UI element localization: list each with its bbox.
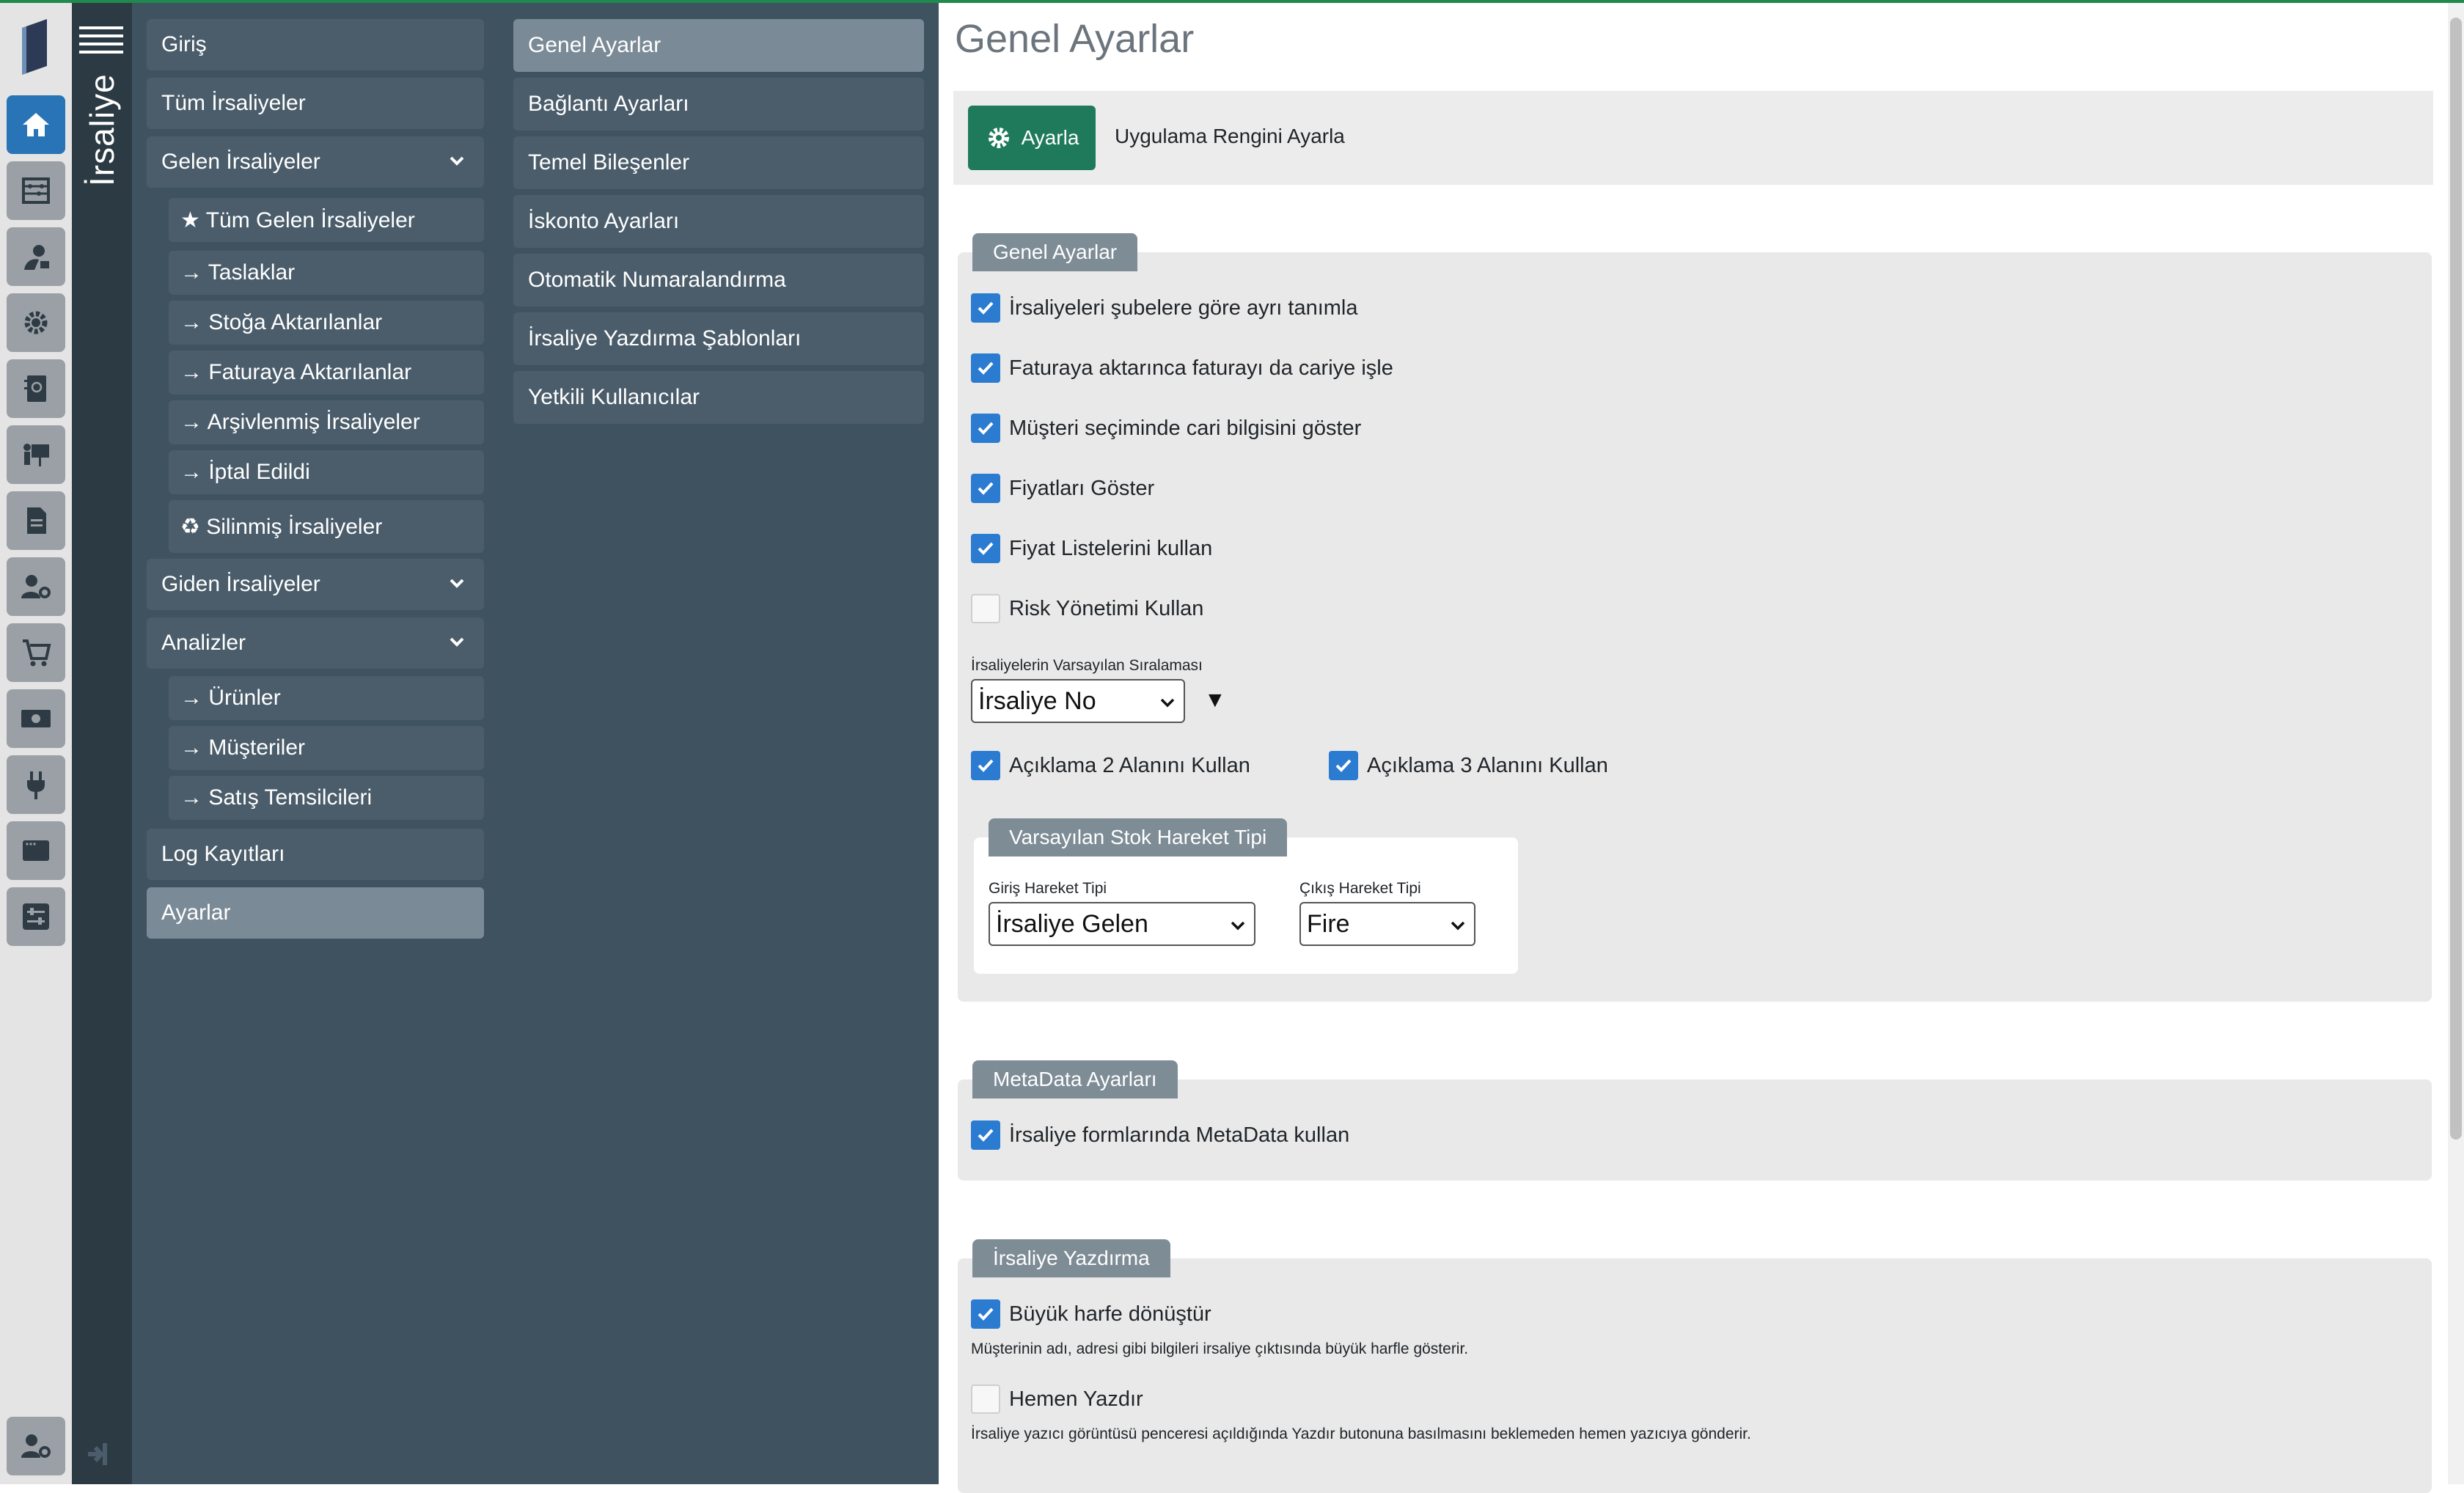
sliders-icon[interactable] — [7, 887, 65, 946]
chevron-down-icon — [449, 153, 465, 169]
check-icon — [975, 1304, 996, 1324]
ayarla-label: Ayarla — [1021, 126, 1079, 149]
checkbox-label: Faturaya aktarınca faturayı da cariye işle — [1009, 356, 1393, 380]
submenu-label: ★ Tüm Gelen İrsaliyeler — [180, 208, 415, 232]
submenu-item[interactable] — [169, 450, 484, 494]
window-icon[interactable] — [7, 821, 65, 880]
menu-item-ayarlar[interactable] — [147, 887, 484, 939]
checkbox-label: Fiyat Listelerini kullan — [1009, 536, 1213, 560]
main-content — [939, 3, 2464, 1484]
cart-icon[interactable] — [7, 623, 65, 682]
checkbox[interactable] — [971, 474, 1000, 503]
menu-item-gelen-irsaliyeler[interactable] — [147, 136, 484, 188]
check-icon — [975, 478, 996, 499]
menu-item-tum-irsaliyeler[interactable] — [147, 78, 484, 129]
abacus-icon[interactable] — [7, 161, 65, 220]
submenu-item[interactable] — [169, 676, 484, 720]
scrollbar-thumb[interactable] — [2450, 18, 2462, 1140]
menu-item-label: Ayarlar — [161, 900, 231, 925]
submenu-label: → İptal Edildi — [180, 460, 310, 484]
checkbox-row[interactable] — [971, 353, 1393, 383]
logout-icon[interactable] — [85, 1437, 119, 1471]
checkbox-row[interactable] — [971, 751, 1250, 780]
menu-item-label: Analizler — [161, 631, 246, 655]
settings-nav-item[interactable] — [513, 19, 924, 72]
ayarla-button[interactable] — [968, 106, 1096, 170]
section-legend: İrsaliye Yazdırma — [972, 1239, 1170, 1277]
checkbox-row[interactable] — [971, 293, 1357, 323]
submenu-label: → Stoğa Aktarılanlar — [180, 310, 383, 334]
check-icon — [975, 538, 996, 559]
checkbox[interactable] — [971, 414, 1000, 443]
checkbox-row[interactable] — [971, 1299, 1211, 1329]
checkbox-label: Risk Yönetimi Kullan — [1009, 596, 1204, 620]
check-icon — [975, 1125, 996, 1145]
menu-item-log-kayitlari[interactable] — [147, 829, 484, 880]
checkbox-row[interactable] — [971, 594, 1203, 623]
submenu-item[interactable] — [169, 400, 484, 444]
chevron-down-icon — [1159, 694, 1176, 711]
submenu-label: → Arşivlenmiş İrsaliyeler — [180, 410, 420, 434]
menu-item-label: Giriş — [161, 32, 207, 56]
checkbox-row[interactable] — [1329, 751, 1608, 780]
settings-nav-label: Otomatik Numaralandırma — [528, 268, 786, 292]
checkbox[interactable] — [971, 1299, 1000, 1329]
menu-item-giris[interactable] — [147, 19, 484, 70]
checkbox[interactable] — [971, 594, 1000, 623]
section-legend: Genel Ayarlar — [972, 233, 1137, 271]
checkbox-row[interactable] — [971, 414, 1361, 443]
module-strip — [72, 3, 132, 1484]
checkbox-label: Açıklama 2 Alanını Kullan — [1009, 753, 1250, 777]
checkbox-label: Büyük harfe dönüştür — [1009, 1302, 1211, 1326]
submenu-item[interactable] — [169, 351, 484, 395]
checkbox-label: Fiyatları Göster — [1009, 476, 1155, 500]
settings-nav-item[interactable] — [513, 371, 924, 424]
checkbox[interactable] — [971, 534, 1000, 563]
submenu-label: → Faturaya Aktarılanlar — [180, 360, 412, 384]
select-value: İrsaliye Gelen — [996, 909, 1148, 938]
checkbox[interactable] — [1329, 751, 1358, 780]
submenu-item[interactable] — [169, 251, 484, 295]
menu-item-giden-irsaliyeler[interactable] — [147, 559, 484, 610]
checkbox-label: İrsaliyeleri şubelere göre ayrı tanımla — [1009, 296, 1358, 320]
document-icon[interactable] — [7, 491, 65, 550]
sort-direction-toggle[interactable]: ▼ — [1204, 688, 1226, 712]
settings-nav-label: İrsaliye Yazdırma Şablonları — [528, 326, 802, 351]
toolbar-text: Uygulama Rengini Ayarla — [1115, 125, 1345, 147]
section-legend: MetaData Ayarları — [972, 1060, 1178, 1098]
cikis-select[interactable] — [1299, 902, 1475, 946]
sort-label: İrsaliyelerin Varsayılan Sıralaması — [971, 657, 1203, 674]
giris-label: Giriş Hareket Tipi — [989, 880, 1107, 897]
settings-icon[interactable] — [7, 293, 65, 352]
checkbox-row[interactable] — [971, 1120, 1349, 1150]
check-icon — [975, 358, 996, 378]
chevron-down-icon — [449, 575, 465, 591]
settings-nav-label: Yetkili Kullanıcılar — [528, 385, 700, 409]
submenu-label: → Taslaklar — [180, 260, 296, 285]
checkbox-label: Hemen Yazdır — [1009, 1387, 1143, 1411]
scrollbar[interactable] — [2448, 3, 2464, 1484]
app-logo-icon[interactable] — [16, 18, 56, 76]
submenu-label: ♻ Silinmiş İrsaliyeler — [180, 514, 383, 539]
submenu-item[interactable] — [169, 726, 484, 770]
settings-nav-label: İskonto Ayarları — [528, 209, 680, 233]
submenu-label: → Müşteriler — [180, 736, 306, 760]
cikis-label: Çıkış Hareket Tipi — [1299, 880, 1421, 897]
help-text: Müşterinin adı, adresi gibi bilgileri irsaliye çıktısında büyük harfle gösterir. — [971, 1340, 1469, 1357]
section-legend: Varsayılan Stok Hareket Tipi — [989, 818, 1287, 856]
checkbox-label: İrsaliye formlarında MetaData kullan — [1009, 1123, 1350, 1147]
checkbox-row[interactable] — [971, 474, 1154, 503]
select-value: İrsaliye No — [978, 686, 1096, 715]
submenu-item[interactable] — [169, 776, 484, 820]
chevron-down-icon — [449, 634, 465, 650]
settings-nav-item[interactable] — [513, 136, 924, 189]
print-section — [958, 1258, 2432, 1493]
giris-select[interactable] — [989, 902, 1255, 946]
check-icon — [1333, 755, 1354, 776]
submenu-item[interactable] — [169, 301, 484, 345]
checkbox[interactable] — [971, 1120, 1000, 1150]
checkbox-label: Müşteri seçiminde cari bilgisini göster — [1009, 416, 1362, 440]
chevron-down-icon — [1449, 917, 1467, 934]
submenu-item[interactable] — [169, 500, 484, 553]
page-title: Genel Ayarlar — [955, 17, 1195, 61]
checkbox[interactable] — [971, 293, 1000, 323]
money-icon[interactable] — [7, 689, 65, 748]
check-icon — [975, 298, 996, 318]
chevron-down-icon — [1229, 917, 1247, 934]
gear-icon — [985, 124, 1013, 152]
settings-nav-item[interactable] — [513, 195, 924, 248]
checkbox[interactable] — [971, 353, 1000, 383]
checkbox[interactable] — [971, 751, 1000, 780]
address-book-icon[interactable] — [7, 359, 65, 418]
menu-item-label: Giden İrsaliyeler — [161, 572, 320, 596]
check-icon — [975, 755, 996, 776]
check-icon — [975, 418, 996, 439]
checkbox[interactable] — [971, 1384, 1000, 1414]
settings-nav-item[interactable] — [513, 78, 924, 131]
user-settings-icon[interactable] — [7, 557, 65, 616]
submenu-item[interactable] — [169, 198, 484, 242]
icon-rail — [0, 3, 72, 1484]
settings-nav — [499, 3, 939, 1484]
settings-nav-label: Bağlantı Ayarları — [528, 92, 689, 116]
select-value: Fire — [1307, 909, 1350, 938]
presentation-icon[interactable] — [7, 425, 65, 484]
user-settings-icon[interactable] — [7, 1417, 65, 1475]
menu-item-label: Tüm İrsaliyeler — [161, 91, 306, 115]
settings-nav-item[interactable] — [513, 254, 924, 307]
module-title: İrsaliye — [83, 73, 121, 186]
menu-item-analizler[interactable] — [147, 617, 484, 669]
checkbox-row[interactable] — [971, 534, 1212, 563]
settings-nav-label: Genel Ayarlar — [528, 33, 661, 57]
menu-item-label: Gelen İrsaliyeler — [161, 150, 320, 174]
help-text: İrsaliye yazıcı görüntüsü penceresi açıldığında Yazdır butonuna basılmasını beklemeden hemen yazıcıya gönderir. — [971, 1426, 1751, 1442]
settings-nav-item[interactable] — [513, 312, 924, 365]
settings-nav-label: Temel Bileşenler — [528, 150, 690, 175]
hamburger-menu-icon[interactable] — [79, 26, 123, 56]
sort-select[interactable] — [971, 679, 1185, 723]
checkbox-label: Açıklama 3 Alanını Kullan — [1367, 753, 1608, 777]
user-tie-icon[interactable] — [7, 227, 65, 286]
checkbox-row[interactable] — [971, 1384, 1143, 1414]
module-menu — [132, 3, 499, 1484]
plug-icon[interactable] — [7, 755, 65, 814]
submenu-label: → Ürünler — [180, 686, 281, 710]
submenu-label: → Satış Temsilcileri — [180, 785, 373, 810]
menu-item-label: Log Kayıtları — [161, 842, 285, 866]
home-icon[interactable] — [7, 95, 65, 154]
